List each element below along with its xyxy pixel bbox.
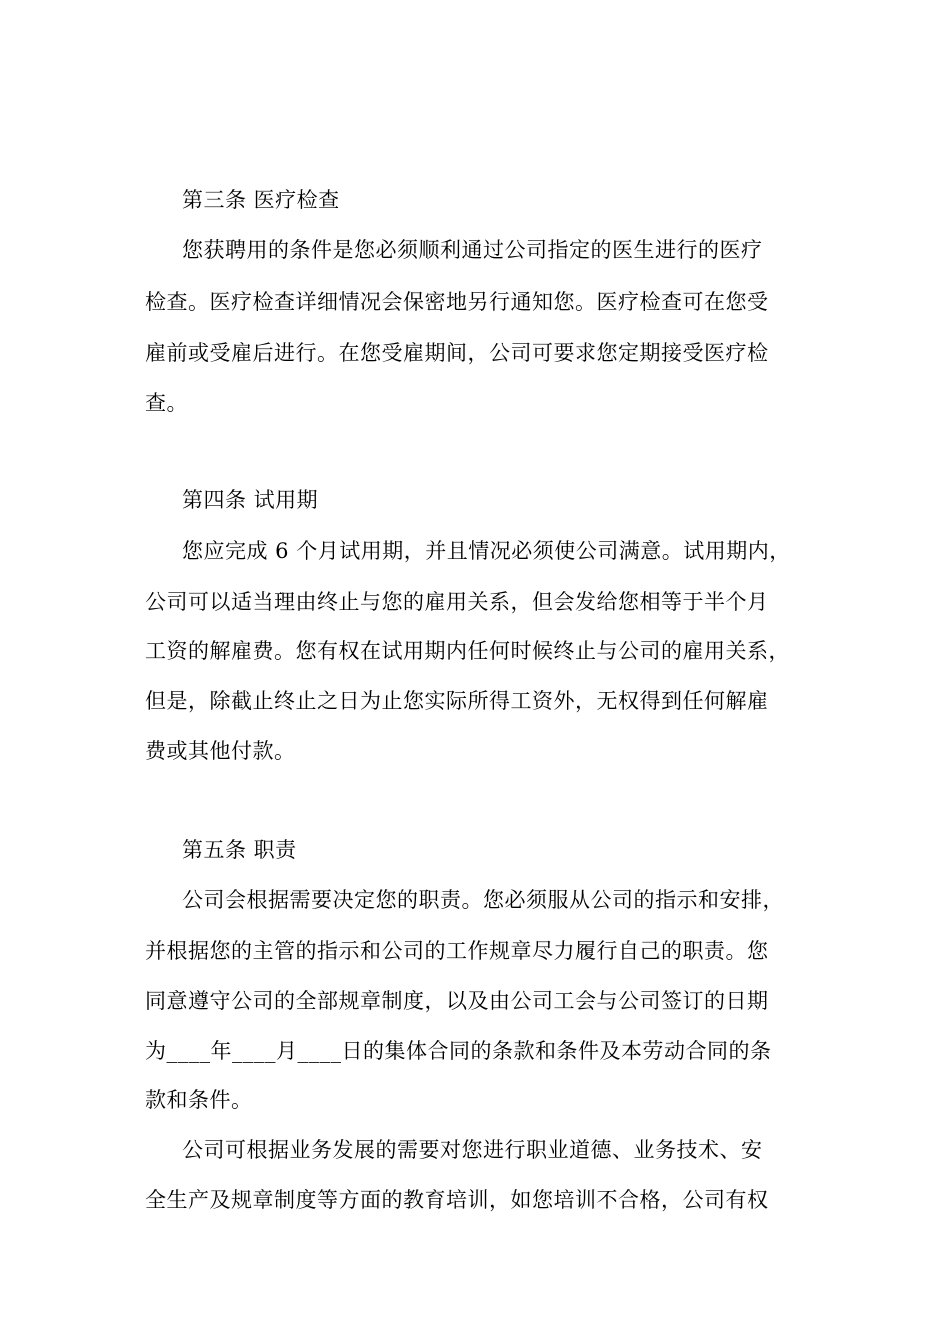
section-4-heading: 第四条 试用期	[182, 488, 319, 512]
section-5-line-4: 为____年____月____日的集体合同的条款和条件及本劳动合同的条	[145, 1039, 772, 1063]
section-3-line-4: 查。	[145, 391, 188, 415]
section-5-line-3: 同意遵守公司的全部规章制度，以及由公司工会与公司签订的日期	[145, 989, 769, 1013]
section-4-line-5: 费或其他付款。	[145, 739, 296, 763]
section-5-line-1: 公司会根据需要决定您的职责。您必须服从公司的指示和安排，	[182, 888, 784, 912]
section-5-line-2: 并根据您的主管的指示和公司的工作规章尽力履行自己的职责。您	[145, 939, 769, 963]
section-4-line-3: 工资的解雇费。您有权在试用期内任何时候终止与公司的雇用关系，	[145, 639, 790, 663]
section-3-heading: 第三条 医疗检查	[182, 188, 340, 212]
section-3-line-2: 检查。医疗检查详细情况会保密地另行通知您。医疗检查可在您受	[145, 290, 769, 314]
section-4-line-1: 您应完成 6 个月试用期，并且情况必须使公司满意。试用期内，	[182, 539, 791, 563]
section-5-line-5: 款和条件。	[145, 1088, 253, 1112]
section-4-line-4: 但是，除截止终止之日为止您实际所得工资外，无权得到任何解雇	[145, 689, 769, 713]
section-5-line-6: 公司可根据业务发展的需要对您进行职业道德、业务技术、安	[182, 1138, 763, 1162]
section-5-heading: 第五条 职责	[182, 838, 297, 862]
section-5-line-7: 全生产及规章制度等方面的教育培训，如您培训不合格，公司有权	[145, 1188, 769, 1212]
section-4-line-2: 公司可以适当理由终止与您的雇用关系，但会发给您相等于半个月	[145, 590, 769, 614]
section-3-line-3: 雇前或受雇后进行。在您受雇期间，公司可要求您定期接受医疗检	[145, 341, 769, 365]
section-3-line-1: 您获聘用的条件是您必须顺利通过公司指定的医生进行的医疗	[182, 238, 763, 262]
